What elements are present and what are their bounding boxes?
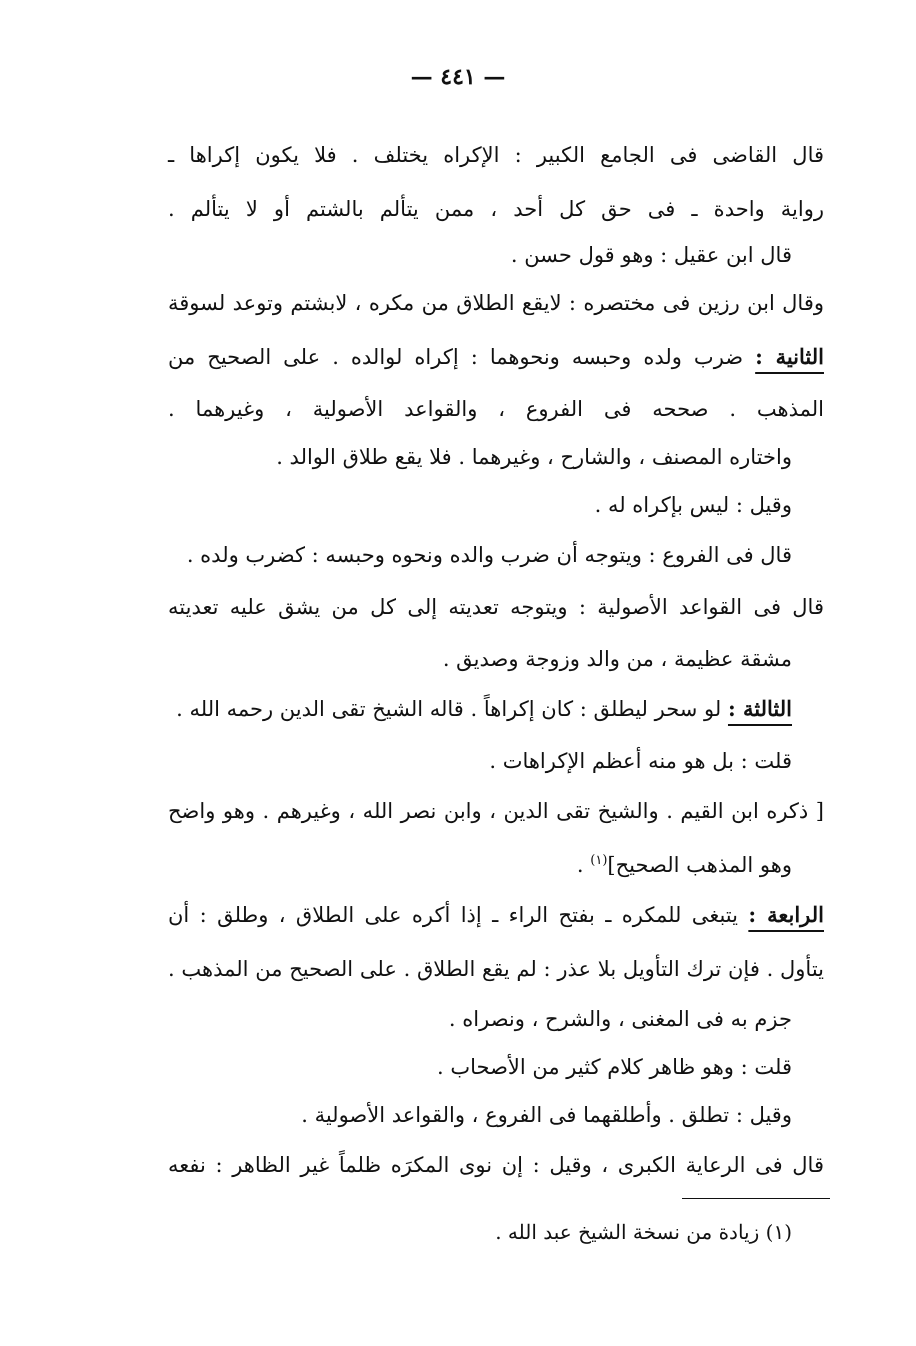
line-text: لو سحر ليطلق : كان إكراهاً . قاله الشيخ تقى الدين رحمه الله . (176, 697, 722, 721)
text-line: قال فى الفروع : ويتوجه أن ضرب والده ونحوه وحبسه : كضرب ولده . (186, 543, 792, 567)
text-line: قال ابن عقيل : وهو قول حسن . (510, 243, 792, 267)
text-line: قال القاضى فى الجامع الكبير : الإكراه يختلف . فلا يكون إكراها ـ (168, 143, 824, 167)
section-heading: الرابعة : (748, 902, 824, 927)
text-line-with-heading (168, 342, 824, 372)
text-line-with-heading (168, 900, 824, 930)
text-line: قال فى الرعاية الكبرى ، وقيل : إن نوى المكرَه ظلماً غير الظاهر : نفعه (168, 1153, 824, 1177)
footnote-reference: (١) (590, 853, 608, 868)
page-number: — ٤٤١ — (410, 64, 506, 90)
text-line: قلت : بل هو منه أعظم الإكراهات . (489, 749, 792, 773)
text-line: وقال ابن رزين فى مختصره : لايقع الطلاق من مكره ، لابشتم وتوعد لسوقة (168, 291, 824, 315)
text-line: جزم به فى المغنى ، والشرح ، ونصراه . (448, 1007, 792, 1031)
line-text: ضرب ولده وحبسه ونحوهما : إكراه لوالده . على الصحيح من (168, 345, 744, 369)
text-line: يتأول . فإن ترك التأويل بلا عذر : لم يقع الطلاق . على الصحيح من المذهب . (168, 957, 824, 981)
line-end: . (576, 853, 591, 877)
text-line: قلت : وهو ظاهر كلام كثير من الأصحاب . (437, 1055, 792, 1079)
text-line: وقيل : ليس بإكراه له . (594, 493, 792, 517)
line-text: يتبغى للمكره ـ بفتح الراء ـ إذا أكره على الطلاق ، وطلق : أن (168, 903, 738, 927)
text-line-with-footnote (577, 846, 792, 880)
footnote-divider (682, 1198, 830, 1199)
text-line-with-heading (176, 694, 792, 724)
text-line: مشقة عظيمة ، من والد وزوجة وصديق . (442, 647, 792, 671)
text-line: واختاره المصنف ، والشارح ، وغيرهما . فلا يقع طلاق الوالد . (276, 445, 792, 469)
section-heading: الثالثة : (727, 696, 792, 721)
text-line: وقيل : تطلق . وأطلقهما فى الفروع ، والقواعد الأصولية . (301, 1103, 792, 1127)
text-line: [ ذكره ابن القيم . والشيخ تقى الدين ، وابن نصر الله ، وغيرهم . وهو واضح (168, 799, 824, 823)
line-text: وهو المذهب الصحيح] (607, 853, 792, 877)
footnote: (١) زيادة من نسخة الشيخ عبد الله . (495, 1220, 792, 1244)
text-line: رواية واحدة ـ فى حق كل أحد ، ممن يتألم بالشتم أو لا يتألم . (168, 197, 824, 221)
text-line: قال فى القواعد الأصولية : ويتوجه تعديته إلى كل من يشق عليه تعديته (168, 595, 824, 619)
text-line: المذهب . صححه فى الفروع ، والقواعد الأصولية ، وغيرهما . (168, 397, 824, 421)
section-heading: الثانية : (755, 344, 824, 369)
